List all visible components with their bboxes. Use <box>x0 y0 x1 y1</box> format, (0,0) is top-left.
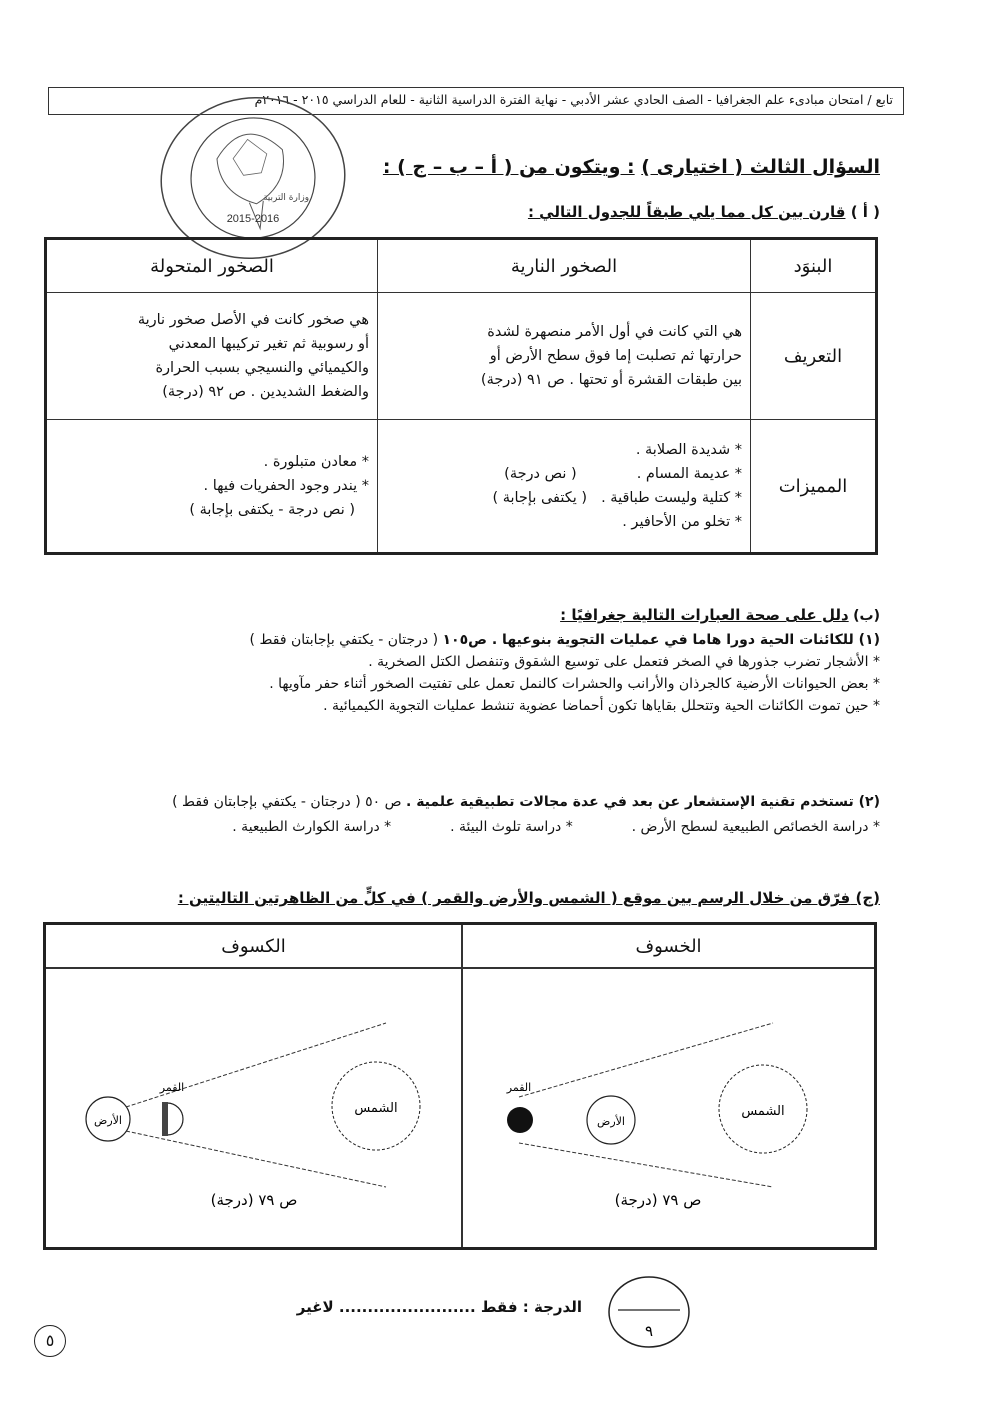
metamorphic-definition <box>46 293 378 420</box>
feature-note: ( يكتفى بإجابة ) <box>492 490 588 506</box>
feature-text: * كتلية وليست طباقية . <box>601 490 742 506</box>
text-line: أو رسوبية ثم تغير تركيبها المعدني <box>168 336 369 352</box>
statement-1 <box>40 629 880 651</box>
part-b <box>40 604 880 717</box>
score-denominator: ٩ <box>644 1322 654 1340</box>
igneous-definition <box>378 293 751 420</box>
moon-label: القمر <box>506 1081 532 1094</box>
part-c-heading <box>178 889 880 907</box>
part-b-heading-text: دلل على صحة العبارات التالية جغرافيًا : <box>560 606 849 624</box>
comparison-table <box>44 237 878 555</box>
feature-note: ( نص درجة) <box>504 466 577 482</box>
solar-eclipse-diagram <box>46 969 461 1247</box>
grade-line <box>297 1298 582 1316</box>
row-label-features: المميزات <box>751 420 877 554</box>
statement-text: (١) للكائنات الحية دورا هاما في عمليات التجوية بنوعيها . ص١٠٥ <box>442 632 880 648</box>
stamp-inner-ring <box>183 110 322 246</box>
part-a-label: ( أ ) <box>850 203 880 221</box>
table-row <box>46 293 877 420</box>
part-b-item-2 <box>40 790 880 840</box>
text-line: والكيميائي والنسيجي بسبب الحرارة <box>155 360 369 376</box>
ship-icon <box>231 137 270 176</box>
feature-item: * معادن متبلورة . <box>263 454 369 470</box>
feature-text: * عديمة المسام . <box>636 466 742 482</box>
row-label-definition: التعريف <box>751 293 877 420</box>
feature-item <box>386 486 742 510</box>
answer-item: * بعض الحيوانات الأرضية كالجرذان والأرانب والحشرات كالنمل تعمل على تفتيت الصخور أثناء حفر مآويها . <box>269 676 880 692</box>
lunar-ref: ص ٧٩ (درجة) <box>614 1191 702 1209</box>
part-a-heading <box>528 203 880 221</box>
solar-eclipse-header: الكسوف <box>46 925 461 969</box>
answer-item: * دراسة الخصائص الطبيعية لسطح الأرض . <box>631 819 880 835</box>
question-title <box>383 156 880 178</box>
igneous-features <box>378 420 751 554</box>
part-c-label: (ج) <box>855 889 880 907</box>
feature-item <box>386 462 742 486</box>
text-line: هي التي كانت في أول الأمر منصهرة لشدة <box>487 324 742 340</box>
table-row <box>46 420 877 554</box>
answer-item: * دراسة الكوارث الطبيعية . <box>232 819 392 835</box>
sun-label: الشمس <box>354 1101 398 1116</box>
grade-text: فقط ........................ لاغير <box>296 1298 518 1316</box>
lunar-eclipse-diagram <box>463 969 874 1247</box>
header-igneous: الصخور النارية <box>378 239 751 293</box>
text-line: والضغط الشديدين . ص ٩٢ (درجة) <box>162 384 369 400</box>
answer-item: * الأشجار تضرب جذورها في الصخر فتعمل على توسيع الشقوق وتنفصل الكتل الصخرية . <box>368 654 880 670</box>
score-circle <box>606 1274 692 1350</box>
moon-icon <box>167 1103 183 1135</box>
feature-item <box>386 438 742 462</box>
answer-item: * دراسة تلوث البيئة . <box>450 819 573 835</box>
moon-label: القمر <box>159 1081 185 1094</box>
question-title-rest: : ويتكون من ( أ – ب – ج ) : <box>382 156 635 178</box>
grade-label: الدرجة : <box>522 1298 582 1316</box>
answer-item: * حين تموت الكائنات الحية وتتحلل بقاياها تكون أحماضا عضوية تنشط عمليات التجوية الكيميائية . <box>323 698 880 714</box>
feature-item: * يندر وجود الحفريات فيها . <box>203 478 369 494</box>
table-header-row <box>46 239 877 293</box>
question-title-main: السؤال الثالث ( اختيارى ) <box>641 156 880 178</box>
eclipse-table <box>43 922 877 1250</box>
text-line: حرارتها ثم تصلبت إما فوق سطح الأرض أو <box>489 348 742 364</box>
feature-text: * شديدة الصلابة . <box>635 442 742 458</box>
metamorphic-features <box>46 420 378 554</box>
shadow-line-bottom <box>519 1143 773 1187</box>
part-a-text: قارن بين كل مما يلي طبقاً للجدول التالي : <box>527 203 846 221</box>
lunar-eclipse-header: الخسوف <box>463 925 874 969</box>
moon-icon <box>507 1107 533 1133</box>
statement-text: (٢) تستخدم تقنية الإستشعار عن بعد في عدة مجالات تطبيقية علمية . <box>406 794 880 810</box>
header-metamorphic: الصخور المتحولة <box>46 239 378 293</box>
earth-label: الأرض <box>597 1115 625 1128</box>
text-line: هي صخور كانت في الأصل صخور نارية <box>137 312 369 328</box>
feature-note: ( نص درجة - يكتفى بإجابة ) <box>189 502 355 518</box>
stamp-year: 2015-2016 <box>226 213 280 225</box>
feature-item <box>386 510 742 534</box>
text-line: بين طبقات القشرة أو تحتها . ص ٩١ (درجة) <box>480 372 742 388</box>
stamp-ministry: وزارة التربية <box>262 193 310 203</box>
part-c-text: فرّق من خلال الرسم بين موقع ( الشمس والأرض والقمر ) في كلٍّ من الظاهرتين التاليتين : <box>177 889 851 907</box>
answers-row <box>40 815 880 840</box>
page-number: ٥ <box>34 1325 66 1357</box>
header-items: البنوَد <box>751 239 877 293</box>
statement-note: ( درجتان - يكتفي بإجابتان فقط ) <box>249 632 439 648</box>
moon-shadow-side <box>162 1102 168 1136</box>
earth-label: الأرض <box>94 1114 122 1127</box>
solar-ref: ص ٧٩ (درجة) <box>210 1191 298 1209</box>
statement-note: ص ٥٠ ( درجتان - يكتفي بإجابتان فقط ) <box>172 794 402 810</box>
exam-header-text: تابع / امتحان مبادىء علم الجغرافيا - الصف الحادي عشر الأدبي - نهاية الفترة الدراسية الثانية - للعام الدراسي ٢٠١٥ - ٢٠١٦م <box>254 92 893 107</box>
part-b-label: (ب) <box>853 608 880 624</box>
feature-text: * تخلو من الأحافير . <box>622 514 742 530</box>
part-b-heading <box>40 604 880 627</box>
sun-label: الشمس <box>741 1104 785 1119</box>
statement-2 <box>40 790 880 815</box>
